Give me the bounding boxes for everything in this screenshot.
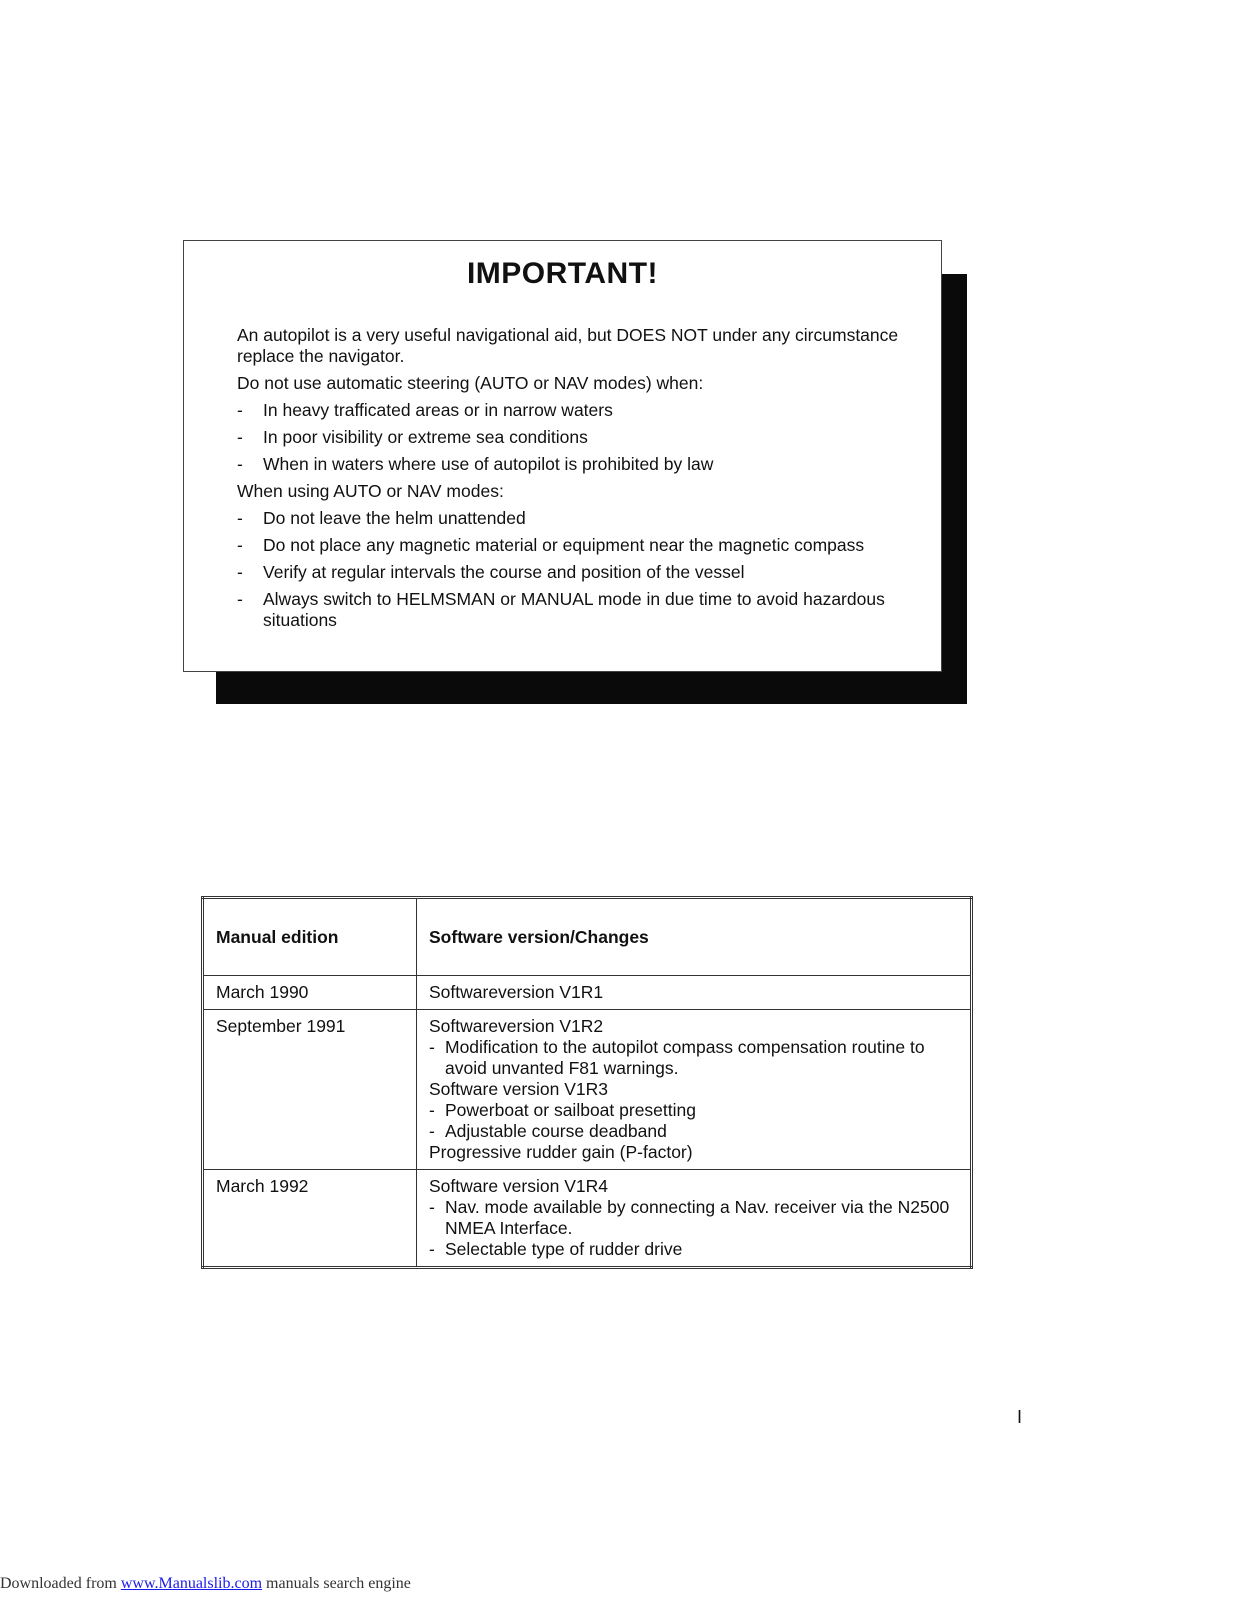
- changes-cell: Softwareversion V1R2 - Modification to the autopilot compass compensation routine to avoid unvanted F81 warnings. Software version V1R3 - Powerboat or sailboat presetting - Adjustable course deadband Progressive rudder gain (P-factor): [417, 1010, 972, 1170]
- table-header-row: [203, 898, 972, 976]
- no-auto-heading: Do not use automatic steering (AUTO or NAV modes) when:: [237, 373, 704, 393]
- table-row: [203, 976, 972, 1010]
- changes-cell: Softwareversion V1R1: [417, 976, 972, 1010]
- footer: Downloaded from www.Manualslib.com manuals search engine: [0, 1575, 411, 1592]
- no-auto-list: [237, 400, 917, 475]
- important-intro: An autopilot is a very useful navigational aid, but DOES NOT under any circumstance replace the navigator.: [237, 325, 899, 366]
- using-heading: When using AUTO or NAV modes:: [237, 481, 504, 501]
- important-notice-box: [183, 240, 942, 672]
- list-item: - In heavy trafficated areas or in narrow waters: [237, 400, 613, 420]
- revision-table: [201, 896, 973, 1269]
- list-item: - Verify at regular intervals the course and position of the vessel: [237, 562, 745, 582]
- list-item: - Always switch to HELMSMAN or MANUAL mode in due time to avoid hazardous situations: [237, 589, 885, 630]
- edition-cell: March 1992: [203, 1170, 417, 1268]
- page-number: I: [1017, 1407, 1023, 1427]
- edition-cell: March 1990: [203, 976, 417, 1010]
- using-list: [237, 508, 917, 631]
- header-manual-edition: Manual edition: [203, 898, 417, 976]
- list-item: - Do not leave the helm unattended: [237, 508, 526, 528]
- important-text: [237, 325, 917, 637]
- table-row: [203, 1010, 972, 1170]
- changes-cell: Software version V1R4 - Nav. mode available by connecting a Nav. receiver via the N2500 NMEA Interface. - Selectable type of rudder drive: [417, 1170, 972, 1268]
- list-item: - When in waters where use of autopilot is prohibited by law: [237, 454, 714, 474]
- list-item: - In poor visibility or extreme sea conditions: [237, 427, 588, 447]
- list-item: - Do not place any magnetic material or equipment near the magnetic compass: [237, 535, 865, 555]
- manualslib-link[interactable]: www.Manualslib.com: [120, 1575, 263, 1592]
- edition-cell: September 1991: [203, 1010, 417, 1170]
- table-row: [203, 1170, 972, 1268]
- important-title: IMPORTANT!: [466, 257, 659, 290]
- header-software-version: Software version/Changes: [417, 898, 972, 976]
